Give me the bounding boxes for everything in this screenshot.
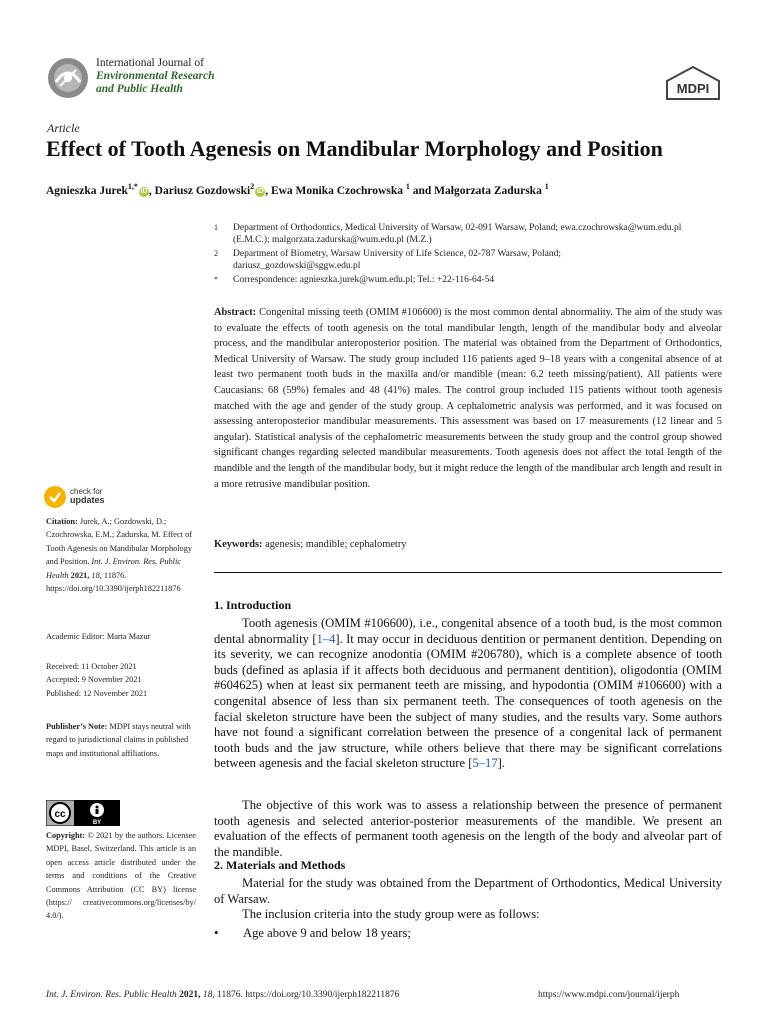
methods-paragraph-2: The inclusion criteria into the study group were as follows: xyxy=(242,907,540,921)
reference-link[interactable]: 5–17 xyxy=(472,756,498,771)
article-type: Article xyxy=(47,121,80,135)
intro-paragraph-2: The objective of this work was to assess a relationship between the presence of permanent tooth agenesis and selected anterior-posterior measurements of the mandible. We present an evaluation of the effects of permanent tooth agenesis on the length of the body and alveolar part of the mandible. xyxy=(214,798,722,859)
list-item: Age above 9 and below 18 years; xyxy=(243,926,411,940)
copyright-block xyxy=(46,829,196,923)
citation-volume: 18, xyxy=(91,570,102,580)
journal-line-3: and Public Health xyxy=(96,83,183,95)
abstract xyxy=(214,305,722,492)
paragraph-text: ]. It may occur in deciduous dentition or permanent dentition. Depending on its severity, we can recognize anodontia (OMIM #206780), which is a complete absence of tooth buds (defined as aplasia if it affects both deciduous and permanent dentition), oligodontia (OMIM #604625) when at least six permanent teeth are missing, and hypodontia (OMIM #106600) with a congenital absence of less than six permanent teeth. The consequences of tooth agenesis on the facial skeleton structure have been the subject of many studies, and the results vary. Some authors have not found a significant correlation between the presence of a congenital lack of permanent tooth buds and the jaw structure, while others believe that there may be significant correlations between agenesis and the facial skeleton structure [ xyxy=(214,631,722,771)
reference-link[interactable]: 1–4 xyxy=(316,631,336,646)
publisher-note-text: MDPI stays neutral with regard to jurisdictional claims in published maps and institutional affiliations. xyxy=(46,722,191,758)
affiliation xyxy=(214,222,684,246)
check-for-updates-button[interactable] xyxy=(44,486,124,510)
paragraph-text: ]. xyxy=(497,756,505,771)
divider xyxy=(214,572,722,573)
author-name: Dariusz Gozdowski xyxy=(154,184,251,197)
copyright-label: Copyright: xyxy=(46,831,86,840)
publisher-note xyxy=(46,720,196,760)
footer-doi[interactable]: 11876. https://doi.org/10.3390/ijerph182211876 xyxy=(217,990,400,1000)
journal-line-2: Environmental Research xyxy=(96,70,215,82)
keywords-text: agenesis; mandible; cephalometry xyxy=(265,539,407,550)
affiliation xyxy=(214,274,684,286)
author-separator: and xyxy=(409,184,435,197)
check-updates-line-2: updates xyxy=(70,495,105,505)
author-list xyxy=(46,182,549,197)
affiliation-text: Correspondence: agnieszka.jurek@wum.edu.pl; Tel.: +22-116-64-54 xyxy=(233,275,495,285)
mdpi-logo xyxy=(664,66,722,100)
section-heading: 1. Introduction xyxy=(214,598,292,612)
orcid-icon[interactable]: iD xyxy=(140,187,148,195)
author-name: Ewa Monika Czochrowska xyxy=(270,184,403,197)
cc-by-license-badge[interactable] xyxy=(46,800,120,826)
methods-paragraph-1: Material for the study was obtained from the Department of Orthodontics, Medical University of Warsaw. xyxy=(214,876,722,906)
citation-label: Citation: xyxy=(46,517,78,526)
section-heading: 2. Materials and Methods xyxy=(214,858,346,872)
affiliation-mark: 1 xyxy=(214,223,218,232)
citation-journal: Int. J. Environ. Res. Public Health xyxy=(46,557,181,580)
author-sup: 2 xyxy=(250,182,255,191)
affiliation-mark: 2 xyxy=(214,249,218,258)
published-date: Published: 12 November 2021 xyxy=(46,688,148,698)
affiliation xyxy=(214,248,684,272)
check-updates-line-1: check for xyxy=(70,487,103,496)
page-title: Effect of Tooth Agenesis on Mandibular Morphology and Position xyxy=(46,136,663,161)
academic-editor: Academic Editor: Marta Mazur xyxy=(46,632,151,641)
keywords-label: Keywords: xyxy=(214,539,263,550)
received-date: Received: 11 October 2021 xyxy=(46,662,137,671)
dates-block xyxy=(46,660,196,700)
author-separator: , xyxy=(148,184,155,197)
abstract-text: Congenital missing teeth (OMIM #106600) is the most common dental abnormality. The aim of the study was to evaluate the effects of tooth agenesis on the total mandibular length, length of the mandibular body and alveolar process, and the mandibular anteroposterior position. The material was obtained from the Department of Orthodontics, Medical University of Warsaw. The study group included 116 patients aged 9–18 years with a congenital absence of at least two permanent tooth buds in the maxilla and/or mandible (mean: 6.2 teeth missing/patient). All patients were Caucasians: 68 (59%) females and 48 (41%) males. The control group included 115 patients without tooth agenesis matched with the age and gender of the study group. A cephalometric analysis was performed, and it was focused on assessing anteroposterior mandibular measurements. This assessment was based on 17 measurements (12 linear and 5 angular). Statistical analysis of the cephalometric measurements between the study group and the control group showed significant changes regarding selected mandibular measurements. Tooth agenesis does not affect the total length of the mandible and the length of the mandibular body, but it might reduce the length of the mandibular arch length and result in a more retrusive mandibular position. xyxy=(214,307,722,490)
check-updates-icon xyxy=(44,486,66,508)
author-sup: 1 xyxy=(544,182,549,191)
intro-paragraph-1 xyxy=(214,616,722,772)
citation-text: Jurek, A.; Gozdowski, D.; Czochrowska, E.M.; Zadurska, M. Effect of Tooth Agenesis on Mandibular Morphology and Position. xyxy=(46,517,192,567)
copyright-text: © 2021 by the authors. Licensee MDPI, Basel, Switzerland. This article is an open access article distributed under the terms and conditions of the Creative Commons Attribution (CC BY) license (https:// creativecommons.org/licenses/by/ 4.0/). xyxy=(46,831,196,921)
affiliation-text: Department of Biometry, Warsaw University of Life Science, 02-787 Warsaw, Poland; dariusz_gozdowski@sggw.edu.pl xyxy=(233,249,561,271)
publisher-note-label: Publisher’s Note: xyxy=(46,722,108,731)
author-separator: , xyxy=(265,184,271,197)
journal-emblem-icon xyxy=(46,56,92,100)
cc-icon: cc xyxy=(54,809,66,820)
author-sup: 1,* xyxy=(127,182,138,191)
paragraph-text: Tooth agenesis (OMIM #106600), i.e., congenital absence of a tooth bud, is the most common dental abnormality [ xyxy=(214,616,722,646)
abstract-label: Abstract: xyxy=(214,307,257,318)
affiliation-mark: * xyxy=(214,275,218,284)
author-name: Małgorzata Zadurska xyxy=(434,184,542,197)
bullet-icon: • xyxy=(214,926,219,940)
mdpi-logo-text: MDPI xyxy=(676,81,710,96)
accepted-date: Accepted: 9 November 2021 xyxy=(46,675,142,685)
footer-volume: 18, xyxy=(202,990,215,1000)
author-sup: 1 xyxy=(405,182,410,191)
affiliation-text: Department of Orthodontics, Medical University of Warsaw, 02-091 Warsaw, Poland; ewa.czochrowska@wum.edu.pl (E.M.C.); malgorzata.zadurska@wum.edu.pl (M.Z.) xyxy=(233,223,682,245)
footer-journal-url[interactable]: https://www.mdpi.com/journal/ijerph xyxy=(538,990,680,1000)
citation-doi[interactable]: 11876. https://doi.org/10.3390/ijerph182211876 xyxy=(46,570,181,594)
keywords xyxy=(214,539,406,550)
footer-citation xyxy=(46,990,399,1000)
footer-year: 2021, xyxy=(179,990,201,1000)
journal-name xyxy=(96,57,215,96)
citation-block xyxy=(46,515,196,595)
footer-journal: Int. J. Environ. Res. Public Health xyxy=(46,990,177,1000)
author-name: Agnieszka Jurek xyxy=(46,184,128,197)
cc-by-text: BY xyxy=(92,820,102,826)
journal-line-1: International Journal of xyxy=(96,57,204,69)
citation-year: 2021, xyxy=(70,570,90,580)
orcid-icon[interactable]: iD xyxy=(256,187,264,195)
